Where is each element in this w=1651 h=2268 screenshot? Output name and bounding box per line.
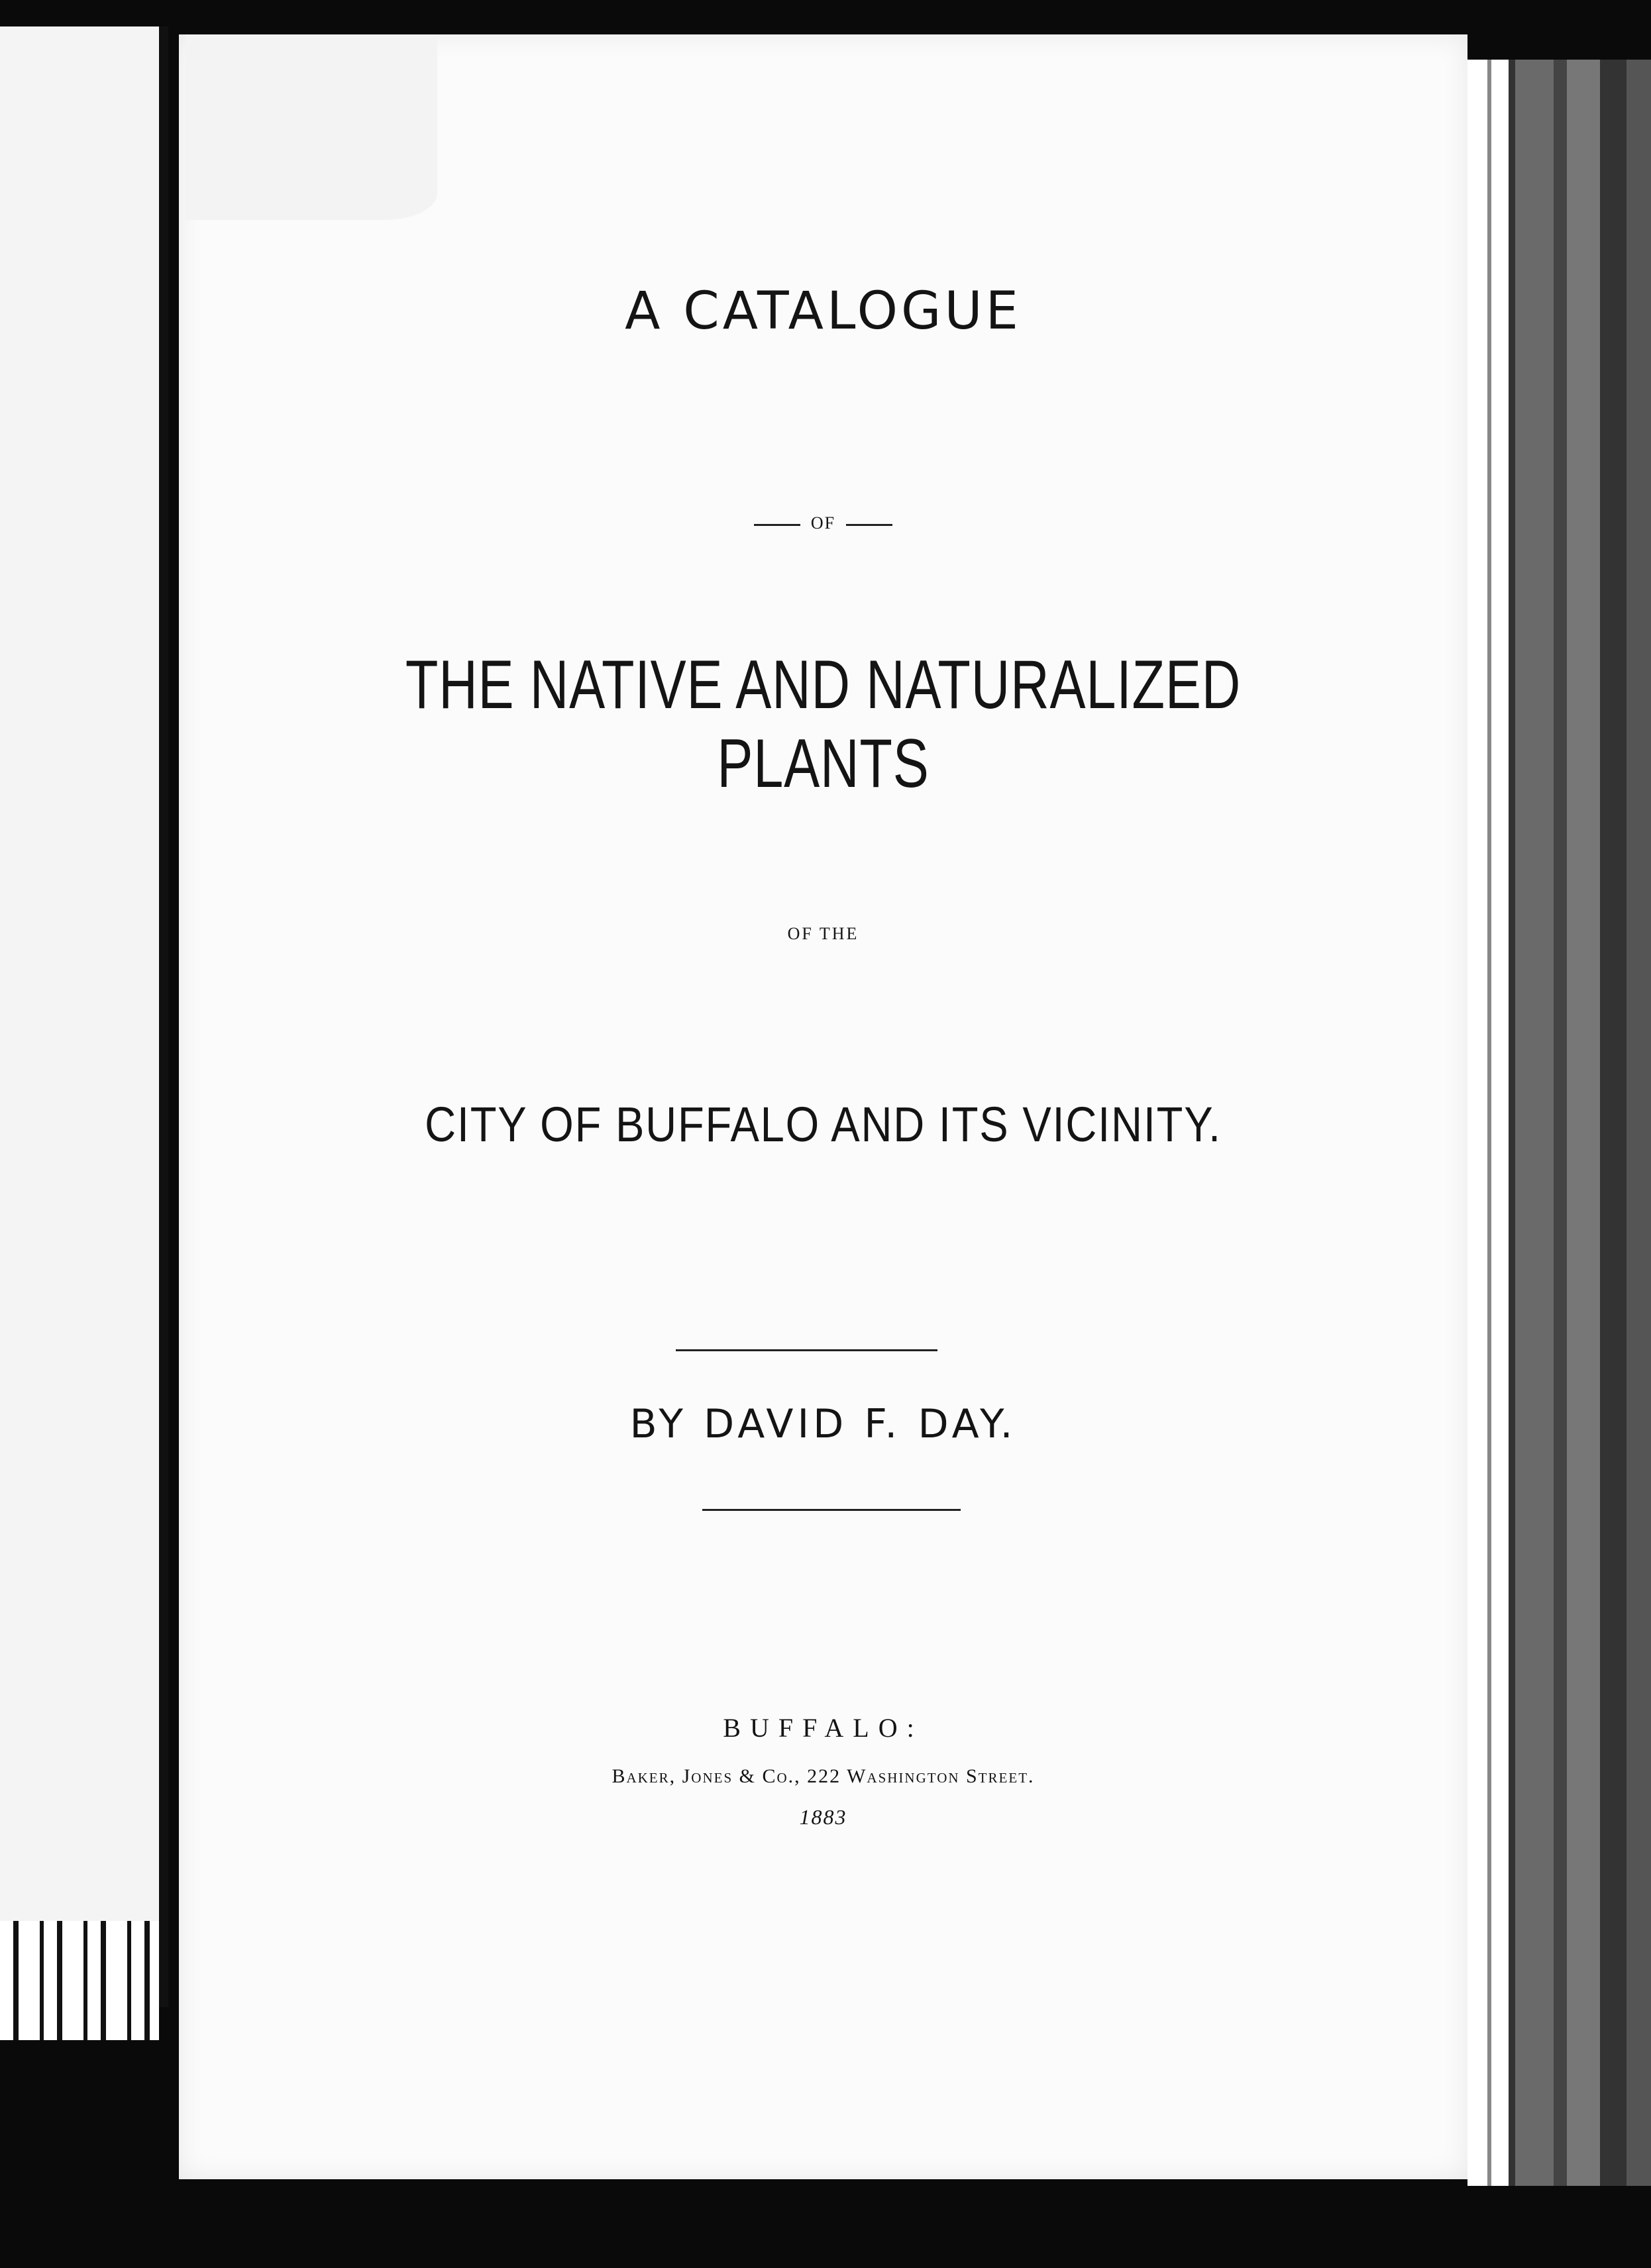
- imprint-city: BUFFALO:: [723, 1713, 924, 1743]
- of-the-text: OF THE: [787, 924, 859, 943]
- of-separator: [179, 513, 1467, 533]
- divider-top: [676, 1349, 937, 1351]
- right-dash: [846, 524, 892, 526]
- title-line-3: CITY OF BUFFALO AND ITS VICINITY.: [425, 1097, 1222, 1152]
- imprint-year: 1883: [799, 1805, 847, 1829]
- page-stack-edge: [1467, 60, 1651, 2186]
- imprint-publisher: Baker, Jones & Co., 222 Washington Street.: [612, 1765, 1035, 1787]
- title-line-1: A CATALOGUE: [625, 282, 1022, 341]
- paper-corner: [186, 34, 437, 220]
- divider-bottom: [702, 1509, 961, 1511]
- left-dash: [754, 524, 800, 526]
- title-line-2: THE NATIVE AND NATURALIZED PLANTS: [405, 646, 1242, 802]
- of-text: OF: [810, 513, 836, 533]
- facing-page-edge: [0, 26, 168, 2007]
- binding-tab: [0, 1921, 159, 2040]
- author-line: BY DAVID F. DAY.: [629, 1401, 1017, 1447]
